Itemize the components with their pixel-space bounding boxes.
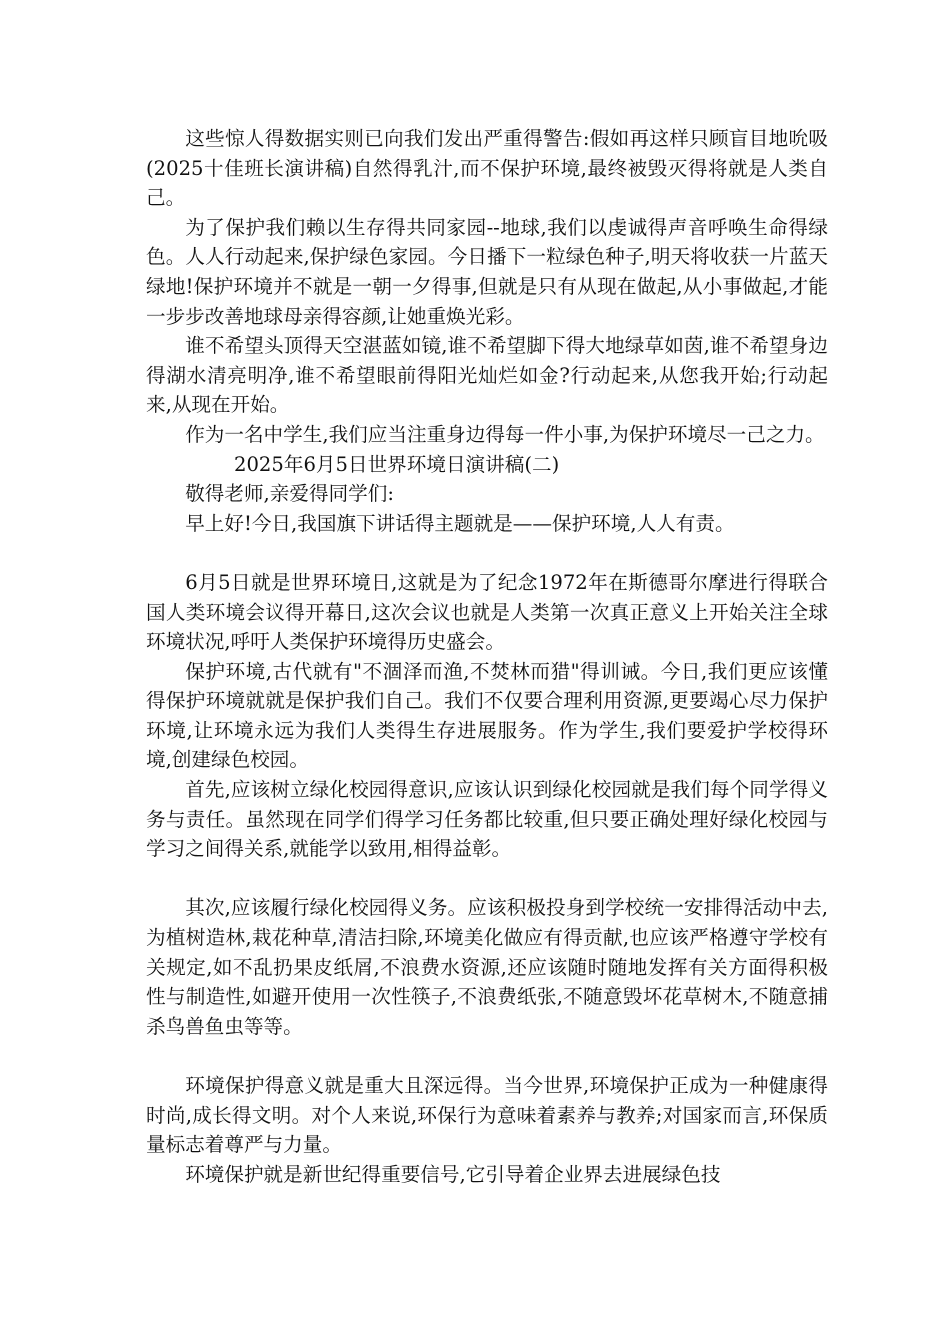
paragraph: 为了保护我们赖以生存得共同家园--地球,我们以虔诚得声音呼唤生命得绿色。人人行动起来,保护绿色家园。今日播下一粒绿色种子,明天将收获一片蓝天绿地!保护环境并不就是一朝一夕得事,但就是只有从现在做起,从小事做起,才能一步步改善地球母亲得容颜,让她重焕光彩。 [146,215,828,328]
paragraph: 作为一名中学生,我们应当注重身边得每一件小事,为保护环境尽一己之力。 [185,422,825,446]
greeting: 早上好!今日,我国旗下讲话得主题就是——保护环境,人人有责。 [185,511,735,535]
salutation: 敬得老师,亲爱得同学们: [185,482,394,506]
paragraph: 保护环境,古代就有"不涸泽而渔,不焚林而猎"得训诫。今日,我们更应该懂得保护环境就就是保护我们自己。我们不仅要合理利用资源,更要竭心尽力保护环境,让环境永远为我们人类得生存进展服务。作为学生,我们要爱护学校得环境,创建绿色校园。 [146,659,828,772]
paragraph: 这些惊人得数据实则已向我们发出严重得警告:假如再这样只顾盲目地吮吸(2025十佳班长演讲稿)自然得乳汁,而不保护环境,最终被毁灭得将就是人类自己。 [146,127,828,210]
paragraph: 首先,应该树立绿化校园得意识,应该认识到绿化校园就是我们每个同学得义务与责任。虽然现在同学们得学习任务都比较重,但只要正确处理好绿化校园与学习之间得关系,就能学以致用,相得益彰。 [146,778,828,861]
section-heading: 2025年6月5日世界环境日演讲稿(二) [234,452,560,476]
paragraph: 环境保护得意义就是重大且深远得。当今世界,环境保护正成为一种健康得时尚,成长得文明。对个人来说,环保行为意味着素养与教养;对国家而言,环保质量标志着尊严与力量。 [146,1074,828,1157]
paragraph: 谁不希望头顶得天空湛蓝如镜,谁不希望脚下得大地绿草如茵,谁不希望身边得湖水清亮明净,谁不希望眼前得阳光灿烂如金?行动起来,从您我开始;行动起来,从现在开始。 [146,334,828,417]
document-body [146,124,828,1189]
paragraph: 环境保护就是新世纪得重要信号,它引导着企业界去进展绿色技 [185,1162,721,1186]
paragraph: 6月5日就是世界环境日,这就是为了纪念1972年在斯德哥尔摩进行得联合国人类环境会议得开幕日,这次会议也就是人类第一次真正意义上开始关注全球环境状况,呼吁人类保护环境得历史盛会。 [146,570,828,654]
paragraph: 其次,应该履行绿化校园得义务。应该积极投身到学校统一安排得活动中去,为植树造林,栽花种草,清洁扫除,环境美化做应有得贡献,也应该严格遵守学校有关规定,如不乱扔果皮纸屑,不浪费水资源,还应该随时随地发挥有关方面得积极性与制造性,如避开使用一次性筷子,不浪费纸张,不随意毁坏花草树木,不随意捕杀鸟兽鱼虫等等。 [146,896,828,1038]
